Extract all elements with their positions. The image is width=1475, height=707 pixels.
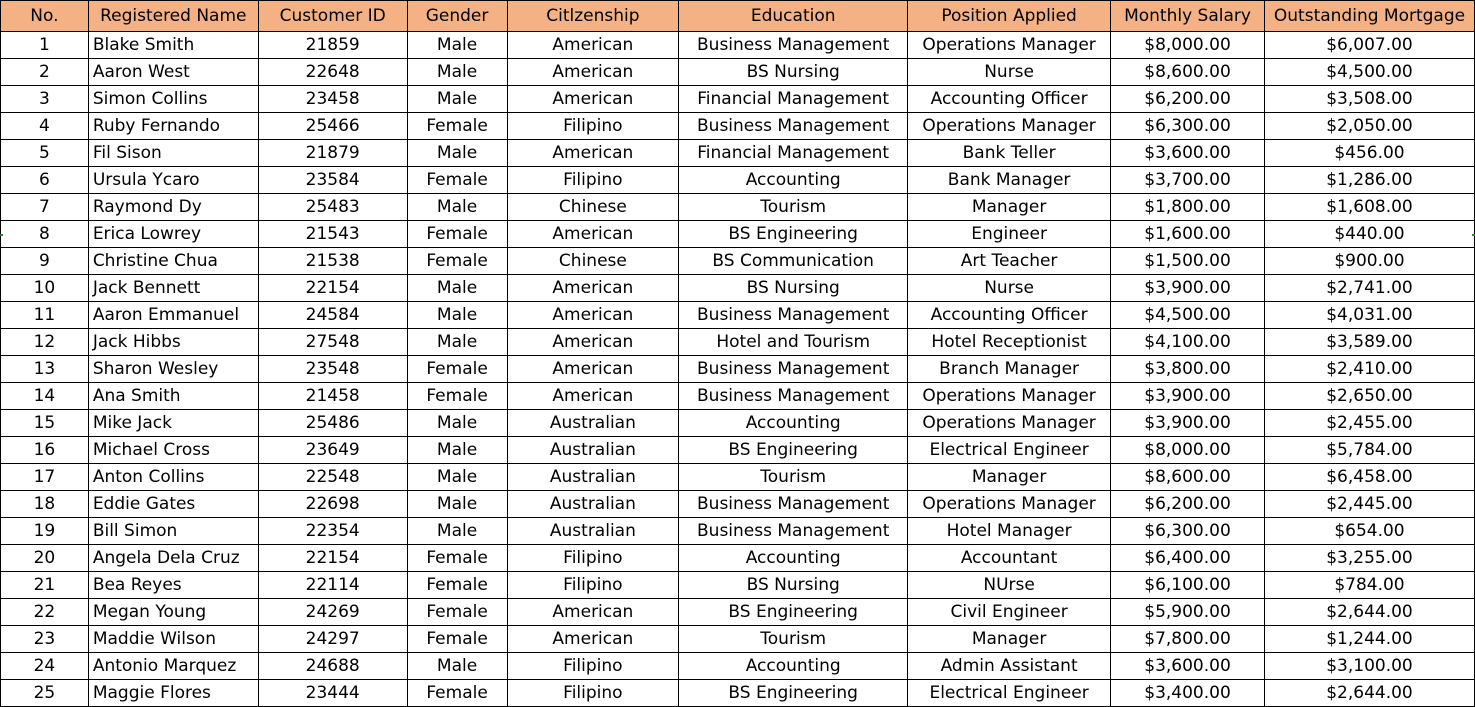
cell-no[interactable]: 20 xyxy=(1,545,89,572)
cell-no[interactable]: 7 xyxy=(1,194,89,221)
cell-citizenship[interactable]: Filipino xyxy=(507,545,679,572)
cell-no[interactable]: 6 xyxy=(1,167,89,194)
cell-citizenship[interactable]: Australian xyxy=(507,437,679,464)
table-row xyxy=(1,653,1475,680)
cell-gender[interactable]: Female xyxy=(407,221,507,248)
cell-outstanding-mortgage[interactable]: $2,445.00 xyxy=(1264,491,1474,518)
cell-no[interactable]: 4 xyxy=(1,113,89,140)
cell-outstanding-mortgage[interactable]: $1,608.00 xyxy=(1264,194,1474,221)
cell-education[interactable]: Accounting xyxy=(679,653,908,680)
cell-registered-name[interactable]: Aaron West xyxy=(88,59,258,86)
cell-gender[interactable]: Male xyxy=(407,32,507,59)
cell-customer-id[interactable]: 23548 xyxy=(258,356,407,383)
table-row xyxy=(1,410,1475,437)
cell-registered-name[interactable]: Blake Smith xyxy=(88,32,258,59)
cell-position-applied[interactable]: Electrical Engineer xyxy=(908,437,1111,464)
cell-outstanding-mortgage[interactable]: $2,050.00 xyxy=(1264,113,1474,140)
cell-citizenship[interactable]: American xyxy=(507,140,679,167)
cell-citizenship[interactable]: Australian xyxy=(507,491,679,518)
cell-position-applied[interactable]: Hotel Receptionist xyxy=(908,329,1111,356)
cell-gender[interactable]: Female xyxy=(407,383,507,410)
cell-outstanding-mortgage[interactable]: $4,500.00 xyxy=(1264,59,1474,86)
cell-gender[interactable]: Female xyxy=(407,248,507,275)
cell-monthly-salary[interactable]: $8,600.00 xyxy=(1111,59,1265,86)
cell-registered-name[interactable]: Bill Simon xyxy=(88,518,258,545)
cell-monthly-salary[interactable]: $3,900.00 xyxy=(1111,410,1265,437)
cell-gender[interactable]: Male xyxy=(407,410,507,437)
cell-registered-name[interactable]: Eddie Gates xyxy=(88,491,258,518)
table-row xyxy=(1,329,1475,356)
cell-outstanding-mortgage[interactable]: $3,100.00 xyxy=(1264,653,1474,680)
cell-outstanding-mortgage[interactable]: $2,455.00 xyxy=(1264,410,1474,437)
cell-no[interactable]: 19 xyxy=(1,518,89,545)
cell-position-applied[interactable]: Operations Manager xyxy=(908,491,1111,518)
table-row xyxy=(1,275,1475,302)
table-row xyxy=(1,545,1475,572)
table-row xyxy=(1,86,1475,113)
cell-position-applied[interactable]: Manager xyxy=(908,194,1111,221)
cell-registered-name[interactable]: Michael Cross xyxy=(88,437,258,464)
cell-citizenship[interactable]: Filipino xyxy=(507,167,679,194)
cell-customer-id[interactable]: 22698 xyxy=(258,491,407,518)
cell-education[interactable]: Business Management xyxy=(679,113,908,140)
cell-no[interactable]: 10 xyxy=(1,275,89,302)
cell-no[interactable]: 23 xyxy=(1,626,89,653)
cell-position-applied[interactable]: Accountant xyxy=(908,545,1111,572)
cell-citizenship[interactable]: Filipino xyxy=(507,572,679,599)
table-row xyxy=(1,491,1475,518)
cell-no[interactable]: 18 xyxy=(1,491,89,518)
table-row xyxy=(1,356,1475,383)
cell-monthly-salary[interactable]: $3,700.00 xyxy=(1111,167,1265,194)
cell-position-applied[interactable]: Operations Manager xyxy=(908,113,1111,140)
cell-registered-name[interactable]: Maggie Flores xyxy=(88,680,258,707)
cell-position-applied[interactable]: NUrse xyxy=(908,572,1111,599)
cell-education[interactable]: Tourism xyxy=(679,194,908,221)
cell-education[interactable]: BS Engineering xyxy=(679,437,908,464)
cell-no[interactable]: 9 xyxy=(1,248,89,275)
cell-no[interactable]: 25 xyxy=(1,680,89,707)
cell-customer-id[interactable]: 24688 xyxy=(258,653,407,680)
cell-outstanding-mortgage[interactable]: $784.00 xyxy=(1264,572,1474,599)
cell-registered-name[interactable]: Maddie Wilson xyxy=(88,626,258,653)
cell-position-applied[interactable]: Nurse xyxy=(908,275,1111,302)
table-row xyxy=(1,248,1475,275)
cell-education[interactable]: BS Engineering xyxy=(679,680,908,707)
cell-registered-name[interactable]: Ruby Fernando xyxy=(88,113,258,140)
cell-position-applied[interactable]: Operations Manager xyxy=(908,410,1111,437)
cell-outstanding-mortgage[interactable]: $6,458.00 xyxy=(1264,464,1474,491)
cell-registered-name[interactable]: Christine Chua xyxy=(88,248,258,275)
cell-no[interactable]: 11 xyxy=(1,302,89,329)
cell-education[interactable]: BS Communication xyxy=(679,248,908,275)
cell-citizenship[interactable]: Filipino xyxy=(507,113,679,140)
cell-citizenship[interactable]: American xyxy=(507,86,679,113)
cell-customer-id[interactable]: 21879 xyxy=(258,140,407,167)
cell-citizenship[interactable]: Australian xyxy=(507,410,679,437)
cell-monthly-salary[interactable]: $6,400.00 xyxy=(1111,545,1265,572)
cell-gender[interactable]: Female xyxy=(407,113,507,140)
cell-registered-name[interactable]: Megan Young xyxy=(88,599,258,626)
cell-no[interactable]: 22 xyxy=(1,599,89,626)
cell-position-applied[interactable]: Art Teacher xyxy=(908,248,1111,275)
cell-monthly-salary[interactable]: $3,800.00 xyxy=(1111,356,1265,383)
table-row xyxy=(1,302,1475,329)
cell-citizenship[interactable]: American xyxy=(507,275,679,302)
cell-gender[interactable]: Male xyxy=(407,329,507,356)
cell-registered-name[interactable]: Jack Hibbs xyxy=(88,329,258,356)
header-position-applied[interactable]: Position Applied xyxy=(908,1,1111,32)
cell-education[interactable]: Business Management xyxy=(679,356,908,383)
cell-registered-name[interactable]: Aaron Emmanuel xyxy=(88,302,258,329)
cell-education[interactable]: Financial Management xyxy=(679,140,908,167)
cell-citizenship[interactable]: American xyxy=(507,221,679,248)
cell-citizenship[interactable]: American xyxy=(507,383,679,410)
cell-monthly-salary[interactable]: $1,600.00 xyxy=(1111,221,1265,248)
cell-position-applied[interactable]: Accounting Officer xyxy=(908,302,1111,329)
table-row xyxy=(1,383,1475,410)
cell-outstanding-mortgage[interactable]: $440.00 xyxy=(1264,221,1474,248)
cell-customer-id[interactable]: 21458 xyxy=(258,383,407,410)
cell-education[interactable]: Accounting xyxy=(679,545,908,572)
cell-registered-name[interactable]: Raymond Dy xyxy=(88,194,258,221)
header-gender[interactable]: Gender xyxy=(407,1,507,32)
cell-registered-name[interactable]: Ursula Ycaro xyxy=(88,167,258,194)
cell-customer-id[interactable]: 24297 xyxy=(258,626,407,653)
row-marker-left xyxy=(0,234,3,236)
cell-gender[interactable]: Male xyxy=(407,491,507,518)
cell-citizenship[interactable]: American xyxy=(507,599,679,626)
cell-monthly-salary[interactable]: $6,300.00 xyxy=(1111,518,1265,545)
cell-education[interactable]: Business Management xyxy=(679,383,908,410)
table-row xyxy=(1,32,1475,59)
cell-customer-id[interactable]: 21859 xyxy=(258,32,407,59)
cell-customer-id[interactable]: 22154 xyxy=(258,545,407,572)
cell-citizenship[interactable]: American xyxy=(507,356,679,383)
cell-gender[interactable]: Male xyxy=(407,275,507,302)
cell-citizenship[interactable]: American xyxy=(507,329,679,356)
cell-position-applied[interactable]: Accounting Officer xyxy=(908,86,1111,113)
cell-customer-id[interactable]: 21543 xyxy=(258,221,407,248)
cell-no[interactable]: 1 xyxy=(1,32,89,59)
cell-registered-name[interactable]: Ana Smith xyxy=(88,383,258,410)
cell-customer-id[interactable]: 24584 xyxy=(258,302,407,329)
cell-gender[interactable]: Female xyxy=(407,599,507,626)
cell-citizenship[interactable]: Australian xyxy=(507,518,679,545)
cell-registered-name[interactable]: Mike Jack xyxy=(88,410,258,437)
header-outstanding-mortgage[interactable]: Outstanding Mortgage xyxy=(1264,1,1474,32)
cell-citizenship[interactable]: American xyxy=(507,302,679,329)
cell-citizenship[interactable]: American xyxy=(507,626,679,653)
cell-monthly-salary[interactable]: $3,600.00 xyxy=(1111,653,1265,680)
cell-education[interactable]: Business Management xyxy=(679,491,908,518)
cell-registered-name[interactable]: Simon Collins xyxy=(88,86,258,113)
cell-customer-id[interactable]: 22154 xyxy=(258,275,407,302)
cell-no[interactable]: 24 xyxy=(1,653,89,680)
cell-education[interactable]: Business Management xyxy=(679,518,908,545)
cell-gender[interactable]: Female xyxy=(407,680,507,707)
cell-outstanding-mortgage[interactable]: $2,410.00 xyxy=(1264,356,1474,383)
cell-outstanding-mortgage[interactable]: $654.00 xyxy=(1264,518,1474,545)
table-row xyxy=(1,626,1475,653)
cell-position-applied[interactable]: Manager xyxy=(908,626,1111,653)
cell-registered-name[interactable]: Bea Reyes xyxy=(88,572,258,599)
cell-education[interactable]: Financial Management xyxy=(679,86,908,113)
cell-no[interactable]: 21 xyxy=(1,572,89,599)
cell-monthly-salary[interactable]: $6,300.00 xyxy=(1111,113,1265,140)
cell-no[interactable]: 8 xyxy=(1,221,89,248)
cell-no[interactable]: 12 xyxy=(1,329,89,356)
cell-outstanding-mortgage[interactable]: $2,644.00 xyxy=(1264,680,1474,707)
table-row xyxy=(1,437,1475,464)
cell-education[interactable]: Accounting xyxy=(679,410,908,437)
cell-monthly-salary[interactable]: $4,100.00 xyxy=(1111,329,1265,356)
cell-position-applied[interactable]: Electrical Engineer xyxy=(908,680,1111,707)
cell-registered-name[interactable]: Angela Dela Cruz xyxy=(88,545,258,572)
cell-outstanding-mortgage[interactable]: $3,508.00 xyxy=(1264,86,1474,113)
cell-customer-id[interactable]: 21538 xyxy=(258,248,407,275)
cell-outstanding-mortgage[interactable]: $900.00 xyxy=(1264,248,1474,275)
cell-citizenship[interactable]: Chinese xyxy=(507,248,679,275)
cell-monthly-salary[interactable]: $3,600.00 xyxy=(1111,140,1265,167)
cell-position-applied[interactable]: Operations Manager xyxy=(908,32,1111,59)
table-row xyxy=(1,572,1475,599)
cell-no[interactable]: 17 xyxy=(1,464,89,491)
cell-position-applied[interactable]: Engineer xyxy=(908,221,1111,248)
cell-position-applied[interactable]: Bank Manager xyxy=(908,167,1111,194)
cell-no[interactable]: 5 xyxy=(1,140,89,167)
cell-position-applied[interactable]: Civil Engineer xyxy=(908,599,1111,626)
table-row xyxy=(1,113,1475,140)
cell-gender[interactable]: Male xyxy=(407,194,507,221)
cell-customer-id[interactable]: 23444 xyxy=(258,680,407,707)
cell-education[interactable]: Hotel and Tourism xyxy=(679,329,908,356)
header-citizenship[interactable]: Citlzenship xyxy=(507,1,679,32)
cell-monthly-salary[interactable]: $3,900.00 xyxy=(1111,275,1265,302)
cell-no[interactable]: 14 xyxy=(1,383,89,410)
cell-gender[interactable]: Male xyxy=(407,653,507,680)
cell-citizenship[interactable]: American xyxy=(507,32,679,59)
cell-position-applied[interactable]: Nurse xyxy=(908,59,1111,86)
cell-gender[interactable]: Male xyxy=(407,59,507,86)
cell-no[interactable]: 16 xyxy=(1,437,89,464)
cell-outstanding-mortgage[interactable]: $2,741.00 xyxy=(1264,275,1474,302)
cell-outstanding-mortgage[interactable]: $6,007.00 xyxy=(1264,32,1474,59)
cell-outstanding-mortgage[interactable]: $2,644.00 xyxy=(1264,599,1474,626)
cell-education[interactable]: Tourism xyxy=(679,464,908,491)
cell-gender[interactable]: Male xyxy=(407,140,507,167)
header-row xyxy=(1,1,1475,32)
cell-outstanding-mortgage[interactable]: $3,589.00 xyxy=(1264,329,1474,356)
cell-position-applied[interactable]: Admin Assistant xyxy=(908,653,1111,680)
table-row xyxy=(1,464,1475,491)
cell-monthly-salary[interactable]: $5,900.00 xyxy=(1111,599,1265,626)
cell-citizenship[interactable]: Chinese xyxy=(507,194,679,221)
cell-registered-name[interactable]: Erica Lowrey xyxy=(88,221,258,248)
cell-outstanding-mortgage[interactable]: $4,031.00 xyxy=(1264,302,1474,329)
cell-customer-id[interactable]: 25486 xyxy=(258,410,407,437)
cell-monthly-salary[interactable]: $3,900.00 xyxy=(1111,383,1265,410)
cell-customer-id[interactable]: 22548 xyxy=(258,464,407,491)
cell-gender[interactable]: Female xyxy=(407,356,507,383)
header-customer-id[interactable]: Customer ID xyxy=(258,1,407,32)
cell-position-applied[interactable]: Manager xyxy=(908,464,1111,491)
cell-customer-id[interactable]: 24269 xyxy=(258,599,407,626)
cell-education[interactable]: Business Management xyxy=(679,32,908,59)
cell-registered-name[interactable]: Antonio Marquez xyxy=(88,653,258,680)
cell-registered-name[interactable]: Fil Sison xyxy=(88,140,258,167)
cell-citizenship[interactable]: American xyxy=(507,59,679,86)
cell-citizenship[interactable]: Filipino xyxy=(507,653,679,680)
cell-monthly-salary[interactable]: $6,200.00 xyxy=(1111,86,1265,113)
cell-customer-id[interactable]: 25466 xyxy=(258,113,407,140)
cell-customer-id[interactable]: 25483 xyxy=(258,194,407,221)
table-body xyxy=(1,32,1475,707)
cell-citizenship[interactable]: Filipino xyxy=(507,680,679,707)
table-row xyxy=(1,599,1475,626)
cell-position-applied[interactable]: Operations Manager xyxy=(908,383,1111,410)
table-row xyxy=(1,194,1475,221)
cell-education[interactable]: Accounting xyxy=(679,167,908,194)
cell-outstanding-mortgage[interactable]: $5,784.00 xyxy=(1264,437,1474,464)
cell-gender[interactable]: Male xyxy=(407,86,507,113)
table-row xyxy=(1,167,1475,194)
cell-customer-id[interactable]: 22114 xyxy=(258,572,407,599)
cell-education[interactable]: BS Engineering xyxy=(679,221,908,248)
cell-monthly-salary[interactable]: $6,200.00 xyxy=(1111,491,1265,518)
cell-customer-id[interactable]: 23649 xyxy=(258,437,407,464)
cell-registered-name[interactable]: Anton Collins xyxy=(88,464,258,491)
cell-gender[interactable]: Male xyxy=(407,437,507,464)
header-no[interactable]: No. xyxy=(1,1,89,32)
cell-monthly-salary[interactable]: $3,400.00 xyxy=(1111,680,1265,707)
cell-no[interactable]: 2 xyxy=(1,59,89,86)
cell-no[interactable]: 15 xyxy=(1,410,89,437)
cell-monthly-salary[interactable]: $1,500.00 xyxy=(1111,248,1265,275)
cell-gender[interactable]: Male xyxy=(407,464,507,491)
table-row xyxy=(1,680,1475,707)
cell-education[interactable]: Business Management xyxy=(679,302,908,329)
cell-no[interactable]: 3 xyxy=(1,86,89,113)
cell-position-applied[interactable]: Bank Teller xyxy=(908,140,1111,167)
cell-education[interactable]: BS Nursing xyxy=(679,572,908,599)
cell-education[interactable]: BS Nursing xyxy=(679,275,908,302)
cell-customer-id[interactable]: 22648 xyxy=(258,59,407,86)
cell-citizenship[interactable]: Australian xyxy=(507,464,679,491)
cell-customer-id[interactable]: 23584 xyxy=(258,167,407,194)
header-monthly-salary[interactable]: Monthly Salary xyxy=(1111,1,1265,32)
cell-monthly-salary[interactable]: $8,000.00 xyxy=(1111,32,1265,59)
cell-customer-id[interactable]: 23458 xyxy=(258,86,407,113)
cell-outstanding-mortgage[interactable]: $456.00 xyxy=(1264,140,1474,167)
cell-outstanding-mortgage[interactable]: $3,255.00 xyxy=(1264,545,1474,572)
cell-gender[interactable]: Male xyxy=(407,302,507,329)
cell-monthly-salary[interactable]: $6,100.00 xyxy=(1111,572,1265,599)
table-row xyxy=(1,59,1475,86)
cell-gender[interactable]: Male xyxy=(407,518,507,545)
table-row xyxy=(1,221,1475,248)
cell-outstanding-mortgage[interactable]: $1,286.00 xyxy=(1264,167,1474,194)
cell-no[interactable]: 13 xyxy=(1,356,89,383)
cell-outstanding-mortgage[interactable]: $1,244.00 xyxy=(1264,626,1474,653)
table-header xyxy=(1,1,1475,32)
table-row xyxy=(1,518,1475,545)
cell-customer-id[interactable]: 22354 xyxy=(258,518,407,545)
header-education[interactable]: Education xyxy=(679,1,908,32)
cell-education[interactable]: Tourism xyxy=(679,626,908,653)
cell-education[interactable]: BS Engineering xyxy=(679,599,908,626)
cell-position-applied[interactable]: Hotel Manager xyxy=(908,518,1111,545)
cell-gender[interactable]: Female xyxy=(407,572,507,599)
cell-customer-id[interactable]: 27548 xyxy=(258,329,407,356)
cell-monthly-salary[interactable]: $8,000.00 xyxy=(1111,437,1265,464)
cell-monthly-salary[interactable]: $1,800.00 xyxy=(1111,194,1265,221)
cell-monthly-salary[interactable]: $7,800.00 xyxy=(1111,626,1265,653)
cell-monthly-salary[interactable]: $8,600.00 xyxy=(1111,464,1265,491)
table-row xyxy=(1,140,1475,167)
cell-education[interactable]: BS Nursing xyxy=(679,59,908,86)
cell-registered-name[interactable]: Jack Bennett xyxy=(88,275,258,302)
cell-gender[interactable]: Female xyxy=(407,167,507,194)
cell-registered-name[interactable]: Sharon Wesley xyxy=(88,356,258,383)
cell-outstanding-mortgage[interactable]: $2,650.00 xyxy=(1264,383,1474,410)
header-registered-name[interactable]: Registered Name xyxy=(88,1,258,32)
cell-gender[interactable]: Female xyxy=(407,545,507,572)
cell-monthly-salary[interactable]: $4,500.00 xyxy=(1111,302,1265,329)
cell-gender[interactable]: Female xyxy=(407,626,507,653)
cell-position-applied[interactable]: Branch Manager xyxy=(908,356,1111,383)
